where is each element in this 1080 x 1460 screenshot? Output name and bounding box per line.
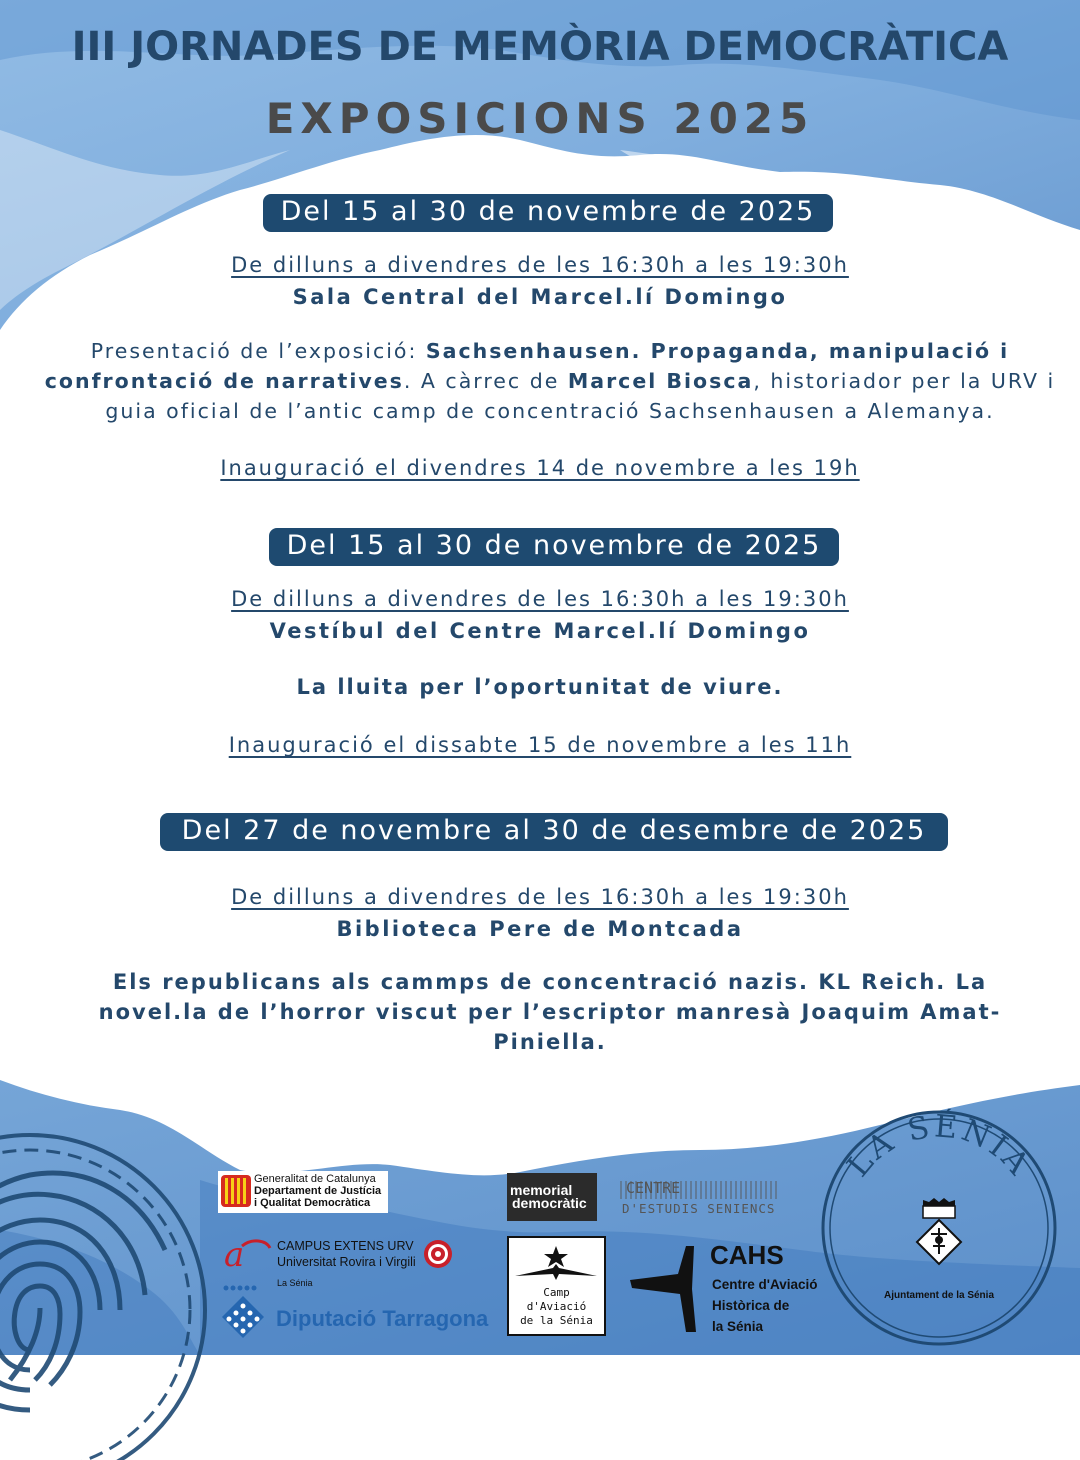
cahs-logo <box>628 1240 818 1340</box>
location-label: de la Sénia <box>520 1314 593 1327</box>
urv-a-icon <box>222 1238 272 1272</box>
camp-aviacio-logo <box>507 1236 606 1336</box>
diputacio-logo <box>220 1284 490 1340</box>
description-text: Presentació de l’exposició: <box>90 339 426 363</box>
section-3-venue: Biblioteca Pere de Montcada <box>336 917 744 941</box>
memorial-democratic-logo <box>507 1173 597 1221</box>
description-text: . A càrrec de <box>403 369 568 393</box>
centre-subtitle: D'ESTUDIS SENIENCS <box>622 1201 776 1216</box>
centre-label: CENTRE <box>626 1179 681 1197</box>
section-1-schedule: De dilluns a divendres de les 16:30h a les 19:30h <box>231 253 849 277</box>
cahs-line-1: Centre d'Aviació <box>712 1277 818 1292</box>
urv-target-icon <box>422 1238 454 1270</box>
cahs-title: CAHS <box>710 1240 784 1270</box>
coat-of-arms-icon <box>917 1198 961 1264</box>
section-2-inauguration: Inauguració el dissabte 15 de novembre a les 11h <box>228 733 852 757</box>
generalitat-logo <box>218 1171 388 1213</box>
section-3-schedule: De dilluns a divendres de les 16:30h a les 19:30h <box>231 885 849 909</box>
cahs-line-2: Històrica de <box>712 1298 790 1313</box>
cahs-line-3: la Sénia <box>712 1319 764 1334</box>
university-name: Universitat Rovira i Virgili <box>277 1255 416 1269</box>
section-2-exhibition-title: La lluita per l’oportunitat de viure. <box>296 675 784 699</box>
aviacio-label: d'Aviació <box>526 1300 587 1313</box>
democratic-label: democràtic <box>512 1195 587 1211</box>
section-1-venue: Sala Central del Marcel.lí Domingo <box>292 285 788 309</box>
senyera-icon <box>221 1175 251 1207</box>
department-name-2: i Qualitat Democràtica <box>254 1197 371 1209</box>
section-3-dates-badge: Del 27 de novembre al 30 de desembre de 2025 <box>160 813 948 851</box>
airplane-star-icon <box>513 1242 599 1284</box>
section-2-dates-badge: Del 15 al 30 de novembre de 2025 <box>269 528 839 566</box>
event-subtitle: EXPOSICIONS 2025 <box>265 94 815 143</box>
camp-label: Camp <box>543 1286 570 1299</box>
campus-extens-label: CAMPUS EXTENS URV <box>277 1239 414 1253</box>
memorial-label: memorial <box>510 1182 573 1198</box>
centre-estudis-seniencs-logo <box>620 1173 785 1223</box>
exhibition-title: Sachsenhausen. Propaganda, manipulació i confrontació de narratives <box>44 339 1010 393</box>
section-1-dates-badge: Del 15 al 30 de novembre de 2025 <box>263 194 833 232</box>
diputacio-name: Diputació Tarragona <box>276 1306 489 1331</box>
diputacio-emblem-icon <box>220 1284 266 1340</box>
department-name: Departament de Justícia <box>254 1185 382 1197</box>
airplane-silhouette-icon <box>628 1244 698 1334</box>
event-title: III JORNADES DE MEMÒRIA DEMOCRÀTICA <box>71 24 1009 70</box>
section-3-exhibition-title: Els republicans als cammps de concentració nazis. KL Reich. La novel.la de l’horror viscut per l’escriptor manresà Joaquim Amat-Piniella. <box>98 970 1002 1054</box>
section-2-venue: Vestíbul del Centre Marcel.lí Domingo <box>269 619 811 643</box>
generalitat-name: Generalitat de Catalunya <box>254 1173 376 1185</box>
description-text: , historiador per la URV i guia oficial de l’antic camp de concentració Sachsenhausen a Alemanya. <box>105 369 1056 423</box>
ajuntament-seal <box>808 1108 1070 1350</box>
ajuntament-caption: Ajuntament de la Sénia <box>883 1290 995 1301</box>
fingerprint-icon <box>0 1080 260 1460</box>
section-1-inauguration: Inauguració el divendres 14 de novembre a les 19h <box>220 456 860 480</box>
seal-ring-text: LA SÉNIA <box>840 1108 1038 1184</box>
section-2-schedule: De dilluns a divendres de les 16:30h a les 19:30h <box>231 587 849 611</box>
section-1-description <box>40 336 1060 426</box>
svg-text:a: a <box>224 1238 245 1272</box>
speaker-name: Marcel Biosca <box>567 369 754 393</box>
campus-location: La Sénia <box>277 1278 313 1288</box>
